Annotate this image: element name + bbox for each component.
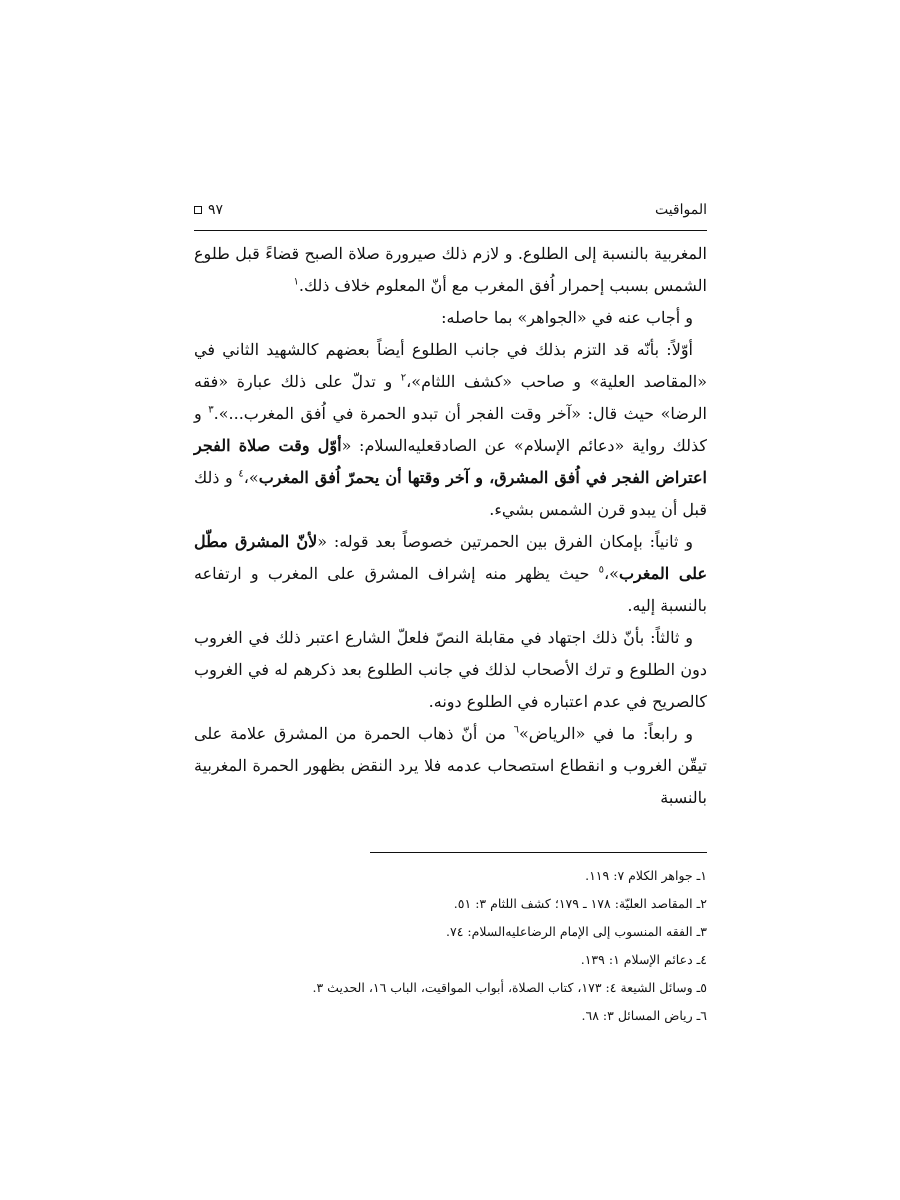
paragraph-2 xyxy=(194,302,707,334)
text-run: المغربية بالنسبة إلى الطلوع. و لازم ذلك صيرورة صلاة الصبح قضاءً قبل طلوع الشمس بسبب إحمرار اُفق المغرب مع أنّ المعلوم خلاف ذلك. xyxy=(194,244,707,295)
footnote-2: ٢ـ المقاصد العليّة: ١٧٨ ـ ١٧٩؛ كشف اللثام ٣: ٥١. xyxy=(453,896,707,911)
footnote-ref-4: ٤ xyxy=(238,468,244,480)
running-title: المواقيت xyxy=(654,202,707,218)
footnote-5: ٥ـ وسائل الشيعة ٤: ١٧٣، كتاب الصلاة، أبواب المواقيت، الباب ١٦، الحديث ٣. xyxy=(312,980,707,995)
text-run: من أنّ ذهاب الحمرة من المشرق علامة على تيقّن الغروب و انقطاع استصحاب عدمه فلا يرد النقض بظهور الحمرة المغربية بالنسبة xyxy=(194,724,707,807)
page-header xyxy=(194,200,707,230)
footnote-ref-3: ٣ xyxy=(208,404,214,416)
paragraph-1 xyxy=(194,238,707,302)
footnote-6: ٦ـ رياض المسائل ٣: ٦٨. xyxy=(581,1008,707,1023)
text-run: »، xyxy=(243,468,259,487)
text-run: و رابعاً: ما في «الرياض» xyxy=(518,724,693,743)
footnote-ref-2: ٢ xyxy=(400,372,407,384)
paragraph-4 xyxy=(194,526,707,622)
text-run: و ذلك قبل أن يبدو قرن الشمس بشيء. xyxy=(194,468,707,519)
text-run: أوّلاً: بأنّه قد التزم بذلك في جانب الطلوع أيضاً بعضهم كالشهيد الثاني في «المقاصد العلية» و صاحب «كشف اللثام»، xyxy=(194,340,707,391)
text-run: و أجاب عنه في «الجواهر» بما حاصله: xyxy=(441,308,693,327)
paragraph-3 xyxy=(194,334,707,526)
paragraph-5 xyxy=(194,622,707,718)
main-text xyxy=(194,238,707,814)
footnotes xyxy=(194,862,707,1030)
text-run: و ثالثاً: بأنّ ذلك اجتهاد في مقابلة النصّ فلعلّ الشارع اعتبر ذلك في الغروب دون الطلوع و ترك الأصحاب لذلك في جانب الطلوع بعد ذكرهم له في الغروب كالصريح في عدم اعتباره في الطلوع دونه. xyxy=(194,628,707,711)
text-run: »، xyxy=(604,564,619,583)
page-number-group xyxy=(194,200,223,220)
footnote-1: ١ـ جواهر الكلام ٧: ١١٩. xyxy=(585,868,707,883)
paragraph-6 xyxy=(194,718,707,814)
text-run: و كذلك رواية «دعائم الإسلام» عن الصادقعليه‌السلام: « xyxy=(194,404,707,455)
text-run: و تدلّ على ذلك عبارة «فقه الرضا» حيث قال: «آخر وقت الفجر أن تبدو الحمرة في اُفق المغرب...». xyxy=(194,372,707,423)
footnote-ref-6: ٦ xyxy=(513,724,519,736)
square-bullet-icon xyxy=(194,206,202,214)
text-run: و ثانياً: بإمكان الفرق بين الحمرتين خصوصاً بعد قوله: « xyxy=(317,532,693,551)
footnote-ref-1: ١ xyxy=(293,276,299,288)
text-run: حيث يظهر منه إشراف المشرق على المغرب و ارتفاعه بالنسبة إليه. xyxy=(194,564,707,615)
bold-quote: أوّل وقت صلاة الفجر اعتراض الفجر في اُفق المشرق، و آخر وقتها أن يحمرّ اُفق المغرب xyxy=(194,436,707,487)
page-number: ٩٧ xyxy=(208,202,224,218)
footnote-4: ٤ـ دعائم الإسلام ١: ١٣٩. xyxy=(580,952,707,967)
footnote-3: ٣ـ الفقه المنسوب إلى الإمام الرضاعليه‌السلام: ٧٤. xyxy=(446,924,707,939)
bold-quote: لأنّ المشرق مطّل على المغرب xyxy=(194,532,707,583)
header-rule xyxy=(194,230,707,231)
footnote-ref-5: ٥ xyxy=(598,564,604,576)
footnote-separator xyxy=(370,852,707,853)
